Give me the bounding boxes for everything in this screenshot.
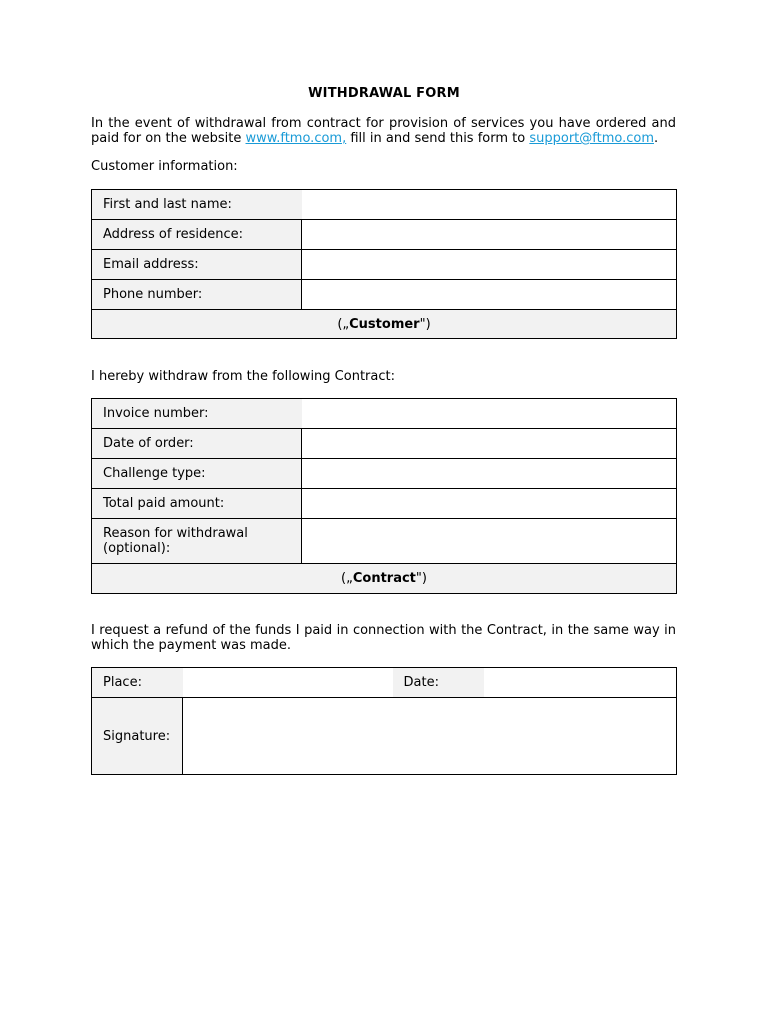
customer-table <box>91 189 677 339</box>
customer-footer-row <box>92 310 677 339</box>
first-last-name-field[interactable] <box>302 190 677 220</box>
date-of-order-field[interactable] <box>302 429 677 459</box>
customer-row-name <box>92 190 677 220</box>
intro-text-middle: fill in and send this form to <box>346 131 530 146</box>
place-date-row <box>92 668 677 698</box>
customer-footer <box>92 310 677 339</box>
contract-table <box>91 398 677 594</box>
signature-label: Signature: <box>92 698 183 775</box>
customer-section-label: Customer information: <box>91 159 238 174</box>
signature-field[interactable] <box>183 698 677 775</box>
phone-field[interactable] <box>302 280 677 310</box>
email-field[interactable] <box>302 250 677 280</box>
total-paid-amount-field[interactable] <box>302 489 677 519</box>
invoice-number-label: Invoice number: <box>92 399 302 429</box>
challenge-type-label: Challenge type: <box>92 459 302 489</box>
contract-row-date <box>92 429 677 459</box>
date-of-order-label: Date of order: <box>92 429 302 459</box>
contract-footer <box>92 564 677 594</box>
customer-row-email <box>92 250 677 280</box>
customer-footer-bold: Customer <box>349 316 420 332</box>
date-field[interactable] <box>484 668 677 698</box>
signature-row <box>92 698 677 775</box>
contract-footer-open: („ <box>341 571 353 586</box>
place-field[interactable] <box>183 668 393 698</box>
intro-text-end: . <box>654 131 659 146</box>
address-label: Address of residence: <box>92 220 302 250</box>
customer-row-phone <box>92 280 677 310</box>
first-last-name-label: First and last name: <box>92 190 302 220</box>
contract-row-reason <box>92 519 677 564</box>
refund-paragraph: I request a refund of the funds I paid in connection with the Contract, in the same way in which the payment was made. <box>91 623 676 653</box>
contract-row-amount <box>92 489 677 519</box>
contract-footer-bold: Contract <box>352 571 416 586</box>
date-label: Date: <box>393 668 484 698</box>
customer-footer-open: („ <box>337 316 350 332</box>
reason-field[interactable] <box>302 519 677 564</box>
contract-footer-close: ") <box>415 571 427 586</box>
support-email-link[interactable]: support@ftmo.com <box>529 131 654 146</box>
place-label: Place: <box>92 668 183 698</box>
form-title: WITHDRAWAL FORM <box>308 86 460 101</box>
customer-footer-close: ") <box>419 316 431 332</box>
reason-label: Reason for withdrawal (optional): <box>92 519 302 564</box>
contract-row-challenge <box>92 459 677 489</box>
phone-label: Phone number: <box>92 280 302 310</box>
email-label: Email address: <box>92 250 302 280</box>
website-link[interactable]: www.ftmo.com, <box>245 131 347 146</box>
contract-section-label: I hereby withdraw from the following Contract: <box>91 369 395 384</box>
intro-text-start: In the event of withdrawal from contract for provision of services you have ordered and paid for on the website <box>91 116 676 146</box>
challenge-type-field[interactable] <box>302 459 677 489</box>
signature-table <box>91 667 677 775</box>
contract-row-invoice <box>92 399 677 429</box>
address-field[interactable] <box>302 220 677 250</box>
intro-paragraph <box>91 116 676 146</box>
contract-footer-row <box>92 564 677 594</box>
total-paid-amount-label: Total paid amount: <box>92 489 302 519</box>
invoice-number-field[interactable] <box>302 399 677 429</box>
customer-row-address <box>92 220 677 250</box>
